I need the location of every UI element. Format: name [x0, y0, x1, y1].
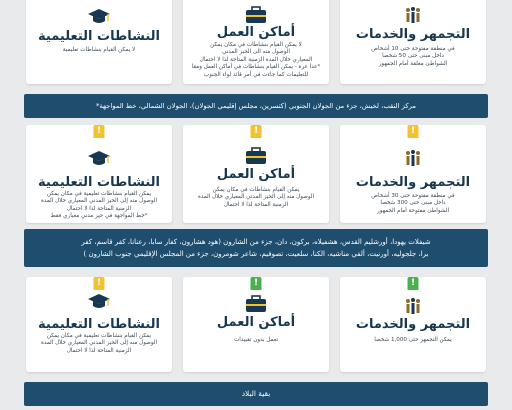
gatherings-card — [340, 0, 486, 84]
workplaces-title: أماكن العمل — [216, 25, 296, 40]
education-body: يمكن القيام بنشاطات تعليمية في مكان يمكن الوصول منه إلى الحيز المدني المعياري خلال المدة الزمنية المتاحة لذا لا احتمال *خط المواجهة في حيز مدني معياري فقط — [40, 191, 158, 220]
info-badge-icon: ! — [408, 277, 419, 290]
gatherings-card — [340, 277, 486, 372]
education-body: يمكن القيام بنشاطات تعليمية في مكان يمكن الوصول منه إلى الحيز المدني المعياري خلال المدة الزمنية المتاحة لذا لا احتمال — [40, 333, 158, 354]
education-title: النشاطات التعليمية — [38, 29, 160, 44]
region-banner-2: شيفلات يهودا، أورشليم القدس، هشفيلاه، بركون، دان، جزء من الشارون (هود هشارون، كفار سابا، رعنانا، كفر قاسم، كفر برا، جلجوليه، أورنيت، ألفي مناشيه، الكنا، سلعيت، تصوفيم، شاعر شومرون، جزء من المجلس الإقليمي جنوب الشارون ) — [24, 229, 488, 267]
graduation-cap-icon — [87, 293, 111, 315]
workplaces-title: أماكن العمل — [216, 315, 296, 330]
education-card — [26, 277, 172, 372]
briefcase-icon — [245, 295, 267, 317]
workplaces-body: تعمل بدون تقييدات — [233, 337, 279, 343]
graduation-cap-icon — [87, 8, 111, 30]
gatherings-title: التجمهر والخدمات — [355, 27, 471, 42]
warning-badge-icon: ! — [251, 125, 262, 138]
gatherings-body: في منطقة مفتوحة حتى 30 أشخاص داخل مبنى حتى 300 شخصا الشواطئ مفتوحة أمام الجمهور — [371, 193, 455, 214]
warning-badge-icon: ! — [94, 277, 105, 290]
workplaces-body: يمكن القيام بنشاطات في مكان يمكن الوصول منه إلى الحيز المدني المعياري خلال المدة الزمنية المتاحة لذا لا احتمال — [197, 187, 315, 208]
workplaces-card — [183, 277, 329, 372]
people-icon — [403, 149, 423, 173]
education-title: النشاطات التعليمية — [38, 317, 160, 332]
info-badge-icon: ! — [251, 277, 262, 290]
education-card — [26, 125, 172, 223]
workplaces-card — [183, 0, 329, 84]
education-card — [26, 0, 172, 84]
warning-badge-icon: ! — [94, 125, 105, 138]
region-banner-1: مركز النقب، لخيش، جزء من الجولان الجنوبي (كتسرين، مجلس إقليمي الجولان)، الجولان الشمالي، خط المواجهة* — [24, 94, 488, 118]
workplaces-title: أماكن العمل — [216, 167, 296, 182]
gatherings-body: يمكن التجمهر حتى 1,000 شخصا — [374, 337, 452, 343]
education-title: النشاطات التعليمية — [38, 175, 160, 190]
workplaces-card — [183, 125, 329, 223]
education-body: لا يمكن القيام بنشاطات تعليمية — [62, 47, 136, 53]
workplaces-body: لا يمكن القيام بنشاطات في مكان يمكن الوصول منه الى الحيز المدني المعياري خلال المدة الزمنية المتاحة لذا لا احتمال *عدا عرة - يمكن القيام بنشاطات في أماكن العمل ومقا للتعليمات كما جاءت في أمر قائد لواء الجنوب — [191, 42, 321, 78]
region-banner-3: بقية البلاد — [24, 382, 488, 406]
warning-badge-icon: ! — [408, 125, 419, 138]
briefcase-icon — [245, 147, 267, 169]
gatherings-card — [340, 125, 486, 223]
gatherings-title: التجمهر والخدمات — [355, 317, 471, 332]
graduation-cap-icon — [87, 150, 111, 172]
gatherings-body: في منطقة مفتوحة حتى 10 أشخاص داخل مبنى حتى 50 شخصا الشواطئ مغلقة أمام الجمهور — [371, 46, 455, 67]
gatherings-title: التجمهر والخدمات — [355, 175, 471, 190]
